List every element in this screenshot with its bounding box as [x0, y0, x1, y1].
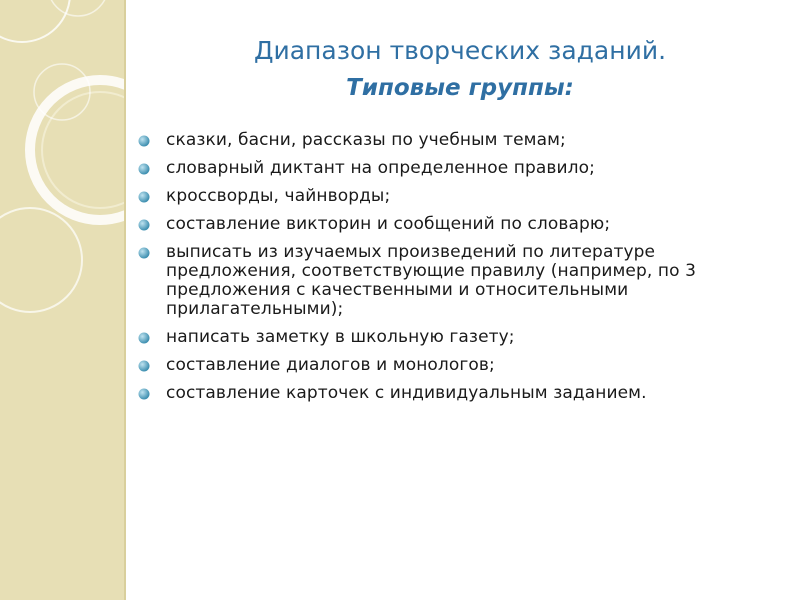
slide-subtitle: Типовые группы:	[346, 75, 574, 101]
list-item	[138, 187, 768, 206]
title-block	[140, 32, 780, 106]
bullet-sphere-icon	[138, 247, 150, 259]
list-item-text: словарный диктант на определенное правило;	[166, 158, 595, 178]
list-item-text: написать заметку в школьную газету;	[166, 327, 515, 347]
panel-divider	[124, 0, 126, 600]
list-item	[138, 384, 768, 403]
list-item	[138, 328, 768, 347]
bullet-sphere-icon	[138, 135, 150, 147]
bullet-sphere-icon	[138, 219, 150, 231]
bullet-sphere-icon	[138, 191, 150, 203]
list-item-text: составление викторин и сообщений по словарю;	[166, 214, 611, 234]
bullet-sphere-icon	[138, 332, 150, 344]
bullet-sphere-icon	[138, 388, 150, 400]
decorative-circles-icon	[0, 0, 124, 600]
list-item	[138, 356, 768, 375]
list-item	[138, 243, 768, 319]
list-item	[138, 131, 768, 150]
list-item-text: сказки, басни, рассказы по учебным темам;	[166, 130, 566, 150]
bullet-sphere-icon	[138, 360, 150, 372]
bullet-sphere-icon	[138, 163, 150, 175]
list-item	[138, 215, 768, 234]
slide-title: Диапазон творческих заданий.	[253, 36, 667, 65]
list-item-text: выписать из изучаемых произведений по литературе предложения, соответствующие правилу (например, по 3 предложения с качественными и относительными прилагательными);	[166, 242, 697, 319]
bullet-list	[138, 131, 768, 412]
list-item	[138, 159, 768, 178]
list-item-text: кроссворды, чайнворды;	[166, 186, 391, 206]
list-item-text: составление карточек с индивидуальным заданием.	[166, 383, 647, 403]
decorative-side-panel	[0, 0, 124, 600]
list-item-text: составление диалогов и монологов;	[166, 355, 495, 375]
